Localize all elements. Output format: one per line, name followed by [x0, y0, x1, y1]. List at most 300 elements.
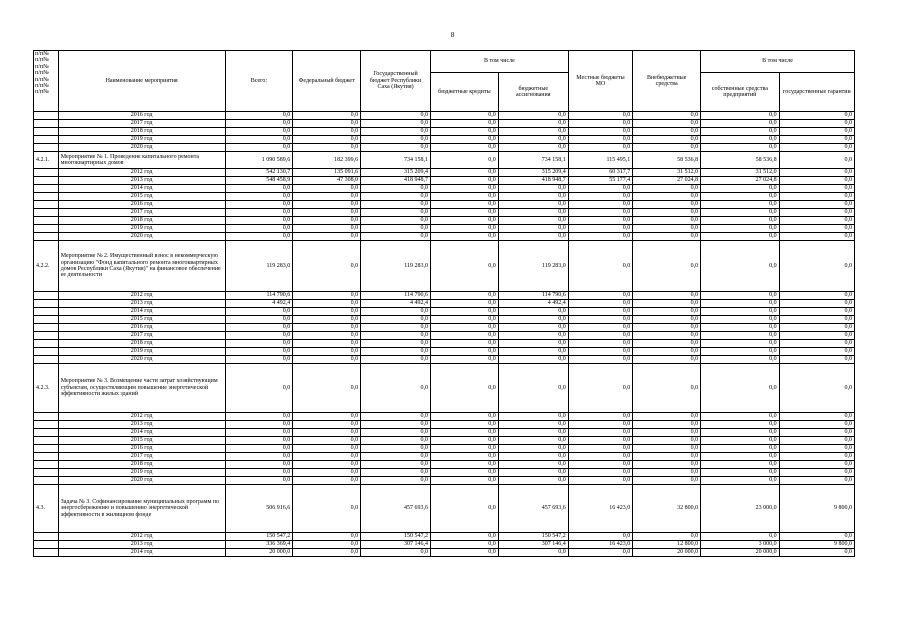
- guarantees-cell: 0,0: [779, 185, 854, 193]
- assignments-cell: 0,0: [498, 128, 568, 136]
- total-cell: 0,0: [225, 201, 293, 209]
- year-row: [34, 533, 855, 541]
- republic-cell: 0,0: [361, 453, 431, 461]
- assignments-cell: 0,0: [498, 461, 568, 469]
- year-cell: 2017 год: [58, 120, 225, 128]
- federal-cell: 135 091,6: [293, 169, 361, 177]
- federal-cell: 0,0: [293, 217, 361, 225]
- offbudget-cell: 0,0: [633, 324, 701, 332]
- local-cell: 0,0: [568, 128, 633, 136]
- own-funds-cell: 0,0: [701, 429, 780, 437]
- guarantees-cell: 0,0: [779, 233, 854, 241]
- assignments-cell: 0,0: [498, 308, 568, 316]
- total-cell: 0,0: [225, 136, 293, 144]
- assignments-cell: 0,0: [498, 549, 568, 557]
- item-code-cell: [34, 469, 59, 477]
- year-cell: 2015 год: [58, 316, 225, 324]
- item-code-cell: [34, 136, 59, 144]
- federal-cell: 0,0: [293, 136, 361, 144]
- year-row: [34, 193, 855, 201]
- federal-cell: 0,0: [293, 445, 361, 453]
- year-row: [34, 453, 855, 461]
- credits-cell: 0,0: [431, 185, 499, 193]
- credits-cell: 0,0: [431, 120, 499, 128]
- item-row: [34, 364, 855, 413]
- federal-cell: 0,0: [293, 308, 361, 316]
- own-funds-cell: 0,0: [701, 469, 780, 477]
- own-funds-cell: 27 024,8: [701, 177, 780, 185]
- item-name-cell: Мероприятие № 1. Проведение капитального ремонта многоквартирных домов: [58, 152, 225, 169]
- republic-cell: 418 948,7: [361, 177, 431, 185]
- year-row: [34, 144, 855, 152]
- year-cell: 2020 год: [58, 356, 225, 364]
- item-code-cell: 4.2.3.: [34, 364, 59, 413]
- republic-cell: 0,0: [361, 209, 431, 217]
- guarantees-cell: 0,0: [779, 332, 854, 340]
- assignments-cell: 0,0: [498, 217, 568, 225]
- year-row: [34, 233, 855, 241]
- local-cell: 16 423,0: [568, 541, 633, 549]
- republic-cell: 315 209,4: [361, 169, 431, 177]
- total-cell: 0,0: [225, 185, 293, 193]
- federal-cell: 0,0: [293, 485, 361, 533]
- guarantees-cell: 0,0: [779, 225, 854, 233]
- credits-cell: 0,0: [431, 300, 499, 308]
- federal-cell: 0,0: [293, 356, 361, 364]
- offbudget-cell: 0,0: [633, 340, 701, 348]
- credits-cell: 0,0: [431, 453, 499, 461]
- total-cell: 0,0: [225, 356, 293, 364]
- year-row: [34, 445, 855, 453]
- offbudget-cell: 0,0: [633, 453, 701, 461]
- year-cell: 2019 год: [58, 348, 225, 356]
- item-code-cell: 4.3.: [34, 485, 59, 533]
- offbudget-cell: 0,0: [633, 348, 701, 356]
- year-cell: 2019 год: [58, 469, 225, 477]
- assignments-cell: 114 790,6: [498, 292, 568, 300]
- item-code-cell: [34, 201, 59, 209]
- table-body: [34, 112, 855, 557]
- republic-cell: 0,0: [361, 437, 431, 445]
- federal-cell: 0,0: [293, 120, 361, 128]
- credits-cell: 0,0: [431, 112, 499, 120]
- total-cell: 0,0: [225, 413, 293, 421]
- total-cell: 0,0: [225, 421, 293, 429]
- item-code-cell: [34, 169, 59, 177]
- header-republic: Государственный бюджет Республики Саха (Якутия): [361, 51, 431, 112]
- total-cell: 0,0: [225, 461, 293, 469]
- item-code-cell: [34, 120, 59, 128]
- guarantees-cell: 0,0: [779, 152, 854, 169]
- guarantees-cell: 0,0: [779, 169, 854, 177]
- local-cell: 0,0: [568, 324, 633, 332]
- offbudget-cell: 0,0: [633, 469, 701, 477]
- item-code-cell: [34, 461, 59, 469]
- year-cell: 2012 год: [58, 169, 225, 177]
- credits-cell: 0,0: [431, 292, 499, 300]
- own-funds-cell: 0,0: [701, 225, 780, 233]
- total-cell: 506 916,6: [225, 485, 293, 533]
- year-row: [34, 217, 855, 225]
- year-cell: 2012 год: [58, 292, 225, 300]
- year-cell: 2018 год: [58, 461, 225, 469]
- total-cell: 0,0: [225, 437, 293, 445]
- item-code-cell: 4.2.1.: [34, 152, 59, 169]
- offbudget-cell: 20 000,0: [633, 549, 701, 557]
- local-cell: 0,0: [568, 316, 633, 324]
- item-code-cell: [34, 477, 59, 485]
- total-cell: 0,0: [225, 217, 293, 225]
- own-funds-cell: 0,0: [701, 332, 780, 340]
- offbudget-cell: 31 512,0: [633, 169, 701, 177]
- own-funds-cell: 0,0: [701, 477, 780, 485]
- local-cell: 0,0: [568, 300, 633, 308]
- total-cell: 0,0: [225, 209, 293, 217]
- year-row: [34, 340, 855, 348]
- own-funds-cell: 58 536,8: [701, 152, 780, 169]
- year-cell: 2012 год: [58, 413, 225, 421]
- own-funds-cell: 0,0: [701, 308, 780, 316]
- credits-cell: 0,0: [431, 169, 499, 177]
- guarantees-cell: 0,0: [779, 453, 854, 461]
- own-funds-cell: 0,0: [701, 316, 780, 324]
- local-cell: 55 177,4: [568, 177, 633, 185]
- federal-cell: 47 308,0: [293, 177, 361, 185]
- own-funds-cell: 0,0: [701, 193, 780, 201]
- year-row: [34, 128, 855, 136]
- local-cell: 0,0: [568, 429, 633, 437]
- republic-cell: 0,0: [361, 316, 431, 324]
- item-row: [34, 152, 855, 169]
- offbudget-cell: 0,0: [633, 316, 701, 324]
- offbudget-cell: 0,0: [633, 144, 701, 152]
- year-row: [34, 300, 855, 308]
- offbudget-cell: 0,0: [633, 201, 701, 209]
- credits-cell: 0,0: [431, 152, 499, 169]
- guarantees-cell: 0,0: [779, 201, 854, 209]
- assignments-cell: 0,0: [498, 324, 568, 332]
- guarantees-cell: 0,0: [779, 217, 854, 225]
- offbudget-cell: 0,0: [633, 421, 701, 429]
- federal-cell: 0,0: [293, 324, 361, 332]
- assignments-cell: 457 693,6: [498, 485, 568, 533]
- federal-cell: 0,0: [293, 144, 361, 152]
- header-row-number: п/п№ п/п№ п/п№ п/п№ п/п№ п/п№ п/п№: [34, 51, 59, 112]
- own-funds-cell: 0,0: [701, 217, 780, 225]
- federal-cell: 0,0: [293, 233, 361, 241]
- assignments-cell: 0,0: [498, 340, 568, 348]
- assignments-cell: 0,0: [498, 348, 568, 356]
- credits-cell: 0,0: [431, 241, 499, 292]
- local-cell: 0,0: [568, 340, 633, 348]
- republic-cell: 0,0: [361, 225, 431, 233]
- guarantees-cell: 0,0: [779, 112, 854, 120]
- guarantees-cell: 0,0: [779, 128, 854, 136]
- item-code-cell: [34, 225, 59, 233]
- year-cell: 2018 год: [58, 217, 225, 225]
- federal-cell: 0,0: [293, 469, 361, 477]
- local-cell: 0,0: [568, 332, 633, 340]
- guarantees-cell: 0,0: [779, 413, 854, 421]
- item-name-cell: Задача № 3. Софинансирование муниципальных программ по энергосбережению и повышению энергетической эффективности в жилищном фонде: [58, 485, 225, 533]
- credits-cell: 0,0: [431, 356, 499, 364]
- total-cell: 1 090 589,6: [225, 152, 293, 169]
- assignments-cell: 0,0: [498, 201, 568, 209]
- year-cell: 2020 год: [58, 144, 225, 152]
- year-row: [34, 120, 855, 128]
- guarantees-cell: 0,0: [779, 308, 854, 316]
- header-name: Наименование мероприятия: [58, 51, 225, 112]
- guarantees-cell: 0,0: [779, 177, 854, 185]
- local-cell: 0,0: [568, 144, 633, 152]
- credits-cell: 0,0: [431, 136, 499, 144]
- year-row: [34, 469, 855, 477]
- own-funds-cell: 3 000,0: [701, 541, 780, 549]
- republic-cell: 0,0: [361, 340, 431, 348]
- guarantees-cell: 0,0: [779, 193, 854, 201]
- total-cell: 0,0: [225, 120, 293, 128]
- guarantees-cell: 0,0: [779, 549, 854, 557]
- offbudget-cell: 0,0: [633, 241, 701, 292]
- republic-cell: 0,0: [361, 201, 431, 209]
- local-cell: 0,0: [568, 112, 633, 120]
- own-funds-cell: 0,0: [701, 136, 780, 144]
- federal-cell: 0,0: [293, 541, 361, 549]
- offbudget-cell: 0,0: [633, 332, 701, 340]
- credits-cell: 0,0: [431, 193, 499, 201]
- local-cell: 60 317,7: [568, 169, 633, 177]
- item-name-cell: Мероприятие № 3. Возмещение части затрат хозяйствующим субъектам, осуществляющим повышение энергетической эффективности жилых зданий: [58, 364, 225, 413]
- credits-cell: 0,0: [431, 332, 499, 340]
- credits-cell: 0,0: [431, 316, 499, 324]
- offbudget-cell: 0,0: [633, 225, 701, 233]
- guarantees-cell: 0,0: [779, 445, 854, 453]
- federal-cell: 0,0: [293, 453, 361, 461]
- credits-cell: 0,0: [431, 209, 499, 217]
- item-name-cell: Мероприятие № 2. Имущественный взнос в некоммерческую организацию "Фонд капитального ремонта многоквартирных домов Республики Саха (Якутия)" на финансовое обеспечение ее деятельности: [58, 241, 225, 292]
- credits-cell: 0,0: [431, 533, 499, 541]
- item-code-cell: [34, 308, 59, 316]
- year-row: [34, 185, 855, 193]
- item-code-cell: [34, 332, 59, 340]
- republic-cell: 0,0: [361, 324, 431, 332]
- assignments-cell: 0,0: [498, 421, 568, 429]
- credits-cell: 0,0: [431, 217, 499, 225]
- credits-cell: 0,0: [431, 308, 499, 316]
- own-funds-cell: 0,0: [701, 201, 780, 209]
- header-budget-assignments: бюджетные ассигнования: [498, 73, 568, 112]
- offbudget-cell: 0,0: [633, 209, 701, 217]
- republic-cell: 0,0: [361, 112, 431, 120]
- credits-cell: 0,0: [431, 128, 499, 136]
- local-cell: 0,0: [568, 241, 633, 292]
- federal-cell: 0,0: [293, 364, 361, 413]
- assignments-cell: 0,0: [498, 429, 568, 437]
- assignments-cell: 0,0: [498, 437, 568, 445]
- total-cell: 0,0: [225, 128, 293, 136]
- republic-cell: 734 158,1: [361, 152, 431, 169]
- own-funds-cell: 31 512,0: [701, 169, 780, 177]
- local-cell: 0,0: [568, 201, 633, 209]
- federal-cell: 0,0: [293, 193, 361, 201]
- assignments-cell: 0,0: [498, 356, 568, 364]
- credits-cell: 0,0: [431, 549, 499, 557]
- republic-cell: 0,0: [361, 128, 431, 136]
- republic-cell: 0,0: [361, 136, 431, 144]
- local-cell: 0,0: [568, 421, 633, 429]
- offbudget-cell: 32 800,0: [633, 485, 701, 533]
- federal-cell: 0,0: [293, 477, 361, 485]
- guarantees-cell: 0,0: [779, 356, 854, 364]
- assignments-cell: 307 146,4: [498, 541, 568, 549]
- year-row: [34, 225, 855, 233]
- local-cell: 0,0: [568, 217, 633, 225]
- item-code-cell: [34, 209, 59, 217]
- assignments-cell: 0,0: [498, 316, 568, 324]
- own-funds-cell: 0,0: [701, 120, 780, 128]
- republic-cell: 119 283,0: [361, 241, 431, 292]
- year-cell: 2014 год: [58, 429, 225, 437]
- year-cell: 2013 год: [58, 421, 225, 429]
- item-code-cell: 4.2.2.: [34, 241, 59, 292]
- year-row: [34, 292, 855, 300]
- assignments-cell: 0,0: [498, 193, 568, 201]
- total-cell: 542 130,7: [225, 169, 293, 177]
- federal-cell: 0,0: [293, 241, 361, 292]
- year-row: [34, 316, 855, 324]
- guarantees-cell: 0,0: [779, 300, 854, 308]
- republic-cell: 0,0: [361, 144, 431, 152]
- republic-cell: 0,0: [361, 469, 431, 477]
- republic-cell: 457 693,6: [361, 485, 431, 533]
- year-cell: 2013 год: [58, 300, 225, 308]
- guarantees-cell: 0,0: [779, 348, 854, 356]
- federal-cell: 0,0: [293, 225, 361, 233]
- header-budget-credits: бюджетные кредиты: [431, 73, 499, 112]
- assignments-cell: 150 547,2: [498, 533, 568, 541]
- year-row: [34, 356, 855, 364]
- total-cell: 114 790,6: [225, 292, 293, 300]
- total-cell: 0,0: [225, 193, 293, 201]
- year-row: [34, 169, 855, 177]
- local-cell: 0,0: [568, 461, 633, 469]
- republic-cell: 0,0: [361, 445, 431, 453]
- year-row: [34, 332, 855, 340]
- year-row: [34, 437, 855, 445]
- guarantees-cell: 0,0: [779, 324, 854, 332]
- page-number: 8: [450, 31, 455, 39]
- assignments-cell: 4 492,4: [498, 300, 568, 308]
- assignments-cell: 119 283,0: [498, 241, 568, 292]
- item-code-cell: [34, 445, 59, 453]
- federal-cell: 0,0: [293, 421, 361, 429]
- item-code-cell: [34, 185, 59, 193]
- local-cell: 115 495,1: [568, 152, 633, 169]
- own-funds-cell: 0,0: [701, 364, 780, 413]
- republic-cell: 0,0: [361, 356, 431, 364]
- offbudget-cell: 0,0: [633, 477, 701, 485]
- item-code-cell: [34, 356, 59, 364]
- own-funds-cell: 0,0: [701, 112, 780, 120]
- item-code-cell: [34, 340, 59, 348]
- republic-cell: 0,0: [361, 185, 431, 193]
- year-row: [34, 177, 855, 185]
- federal-cell: 0,0: [293, 340, 361, 348]
- credits-cell: 0,0: [431, 429, 499, 437]
- republic-cell: 0,0: [361, 193, 431, 201]
- federal-cell: 182 399,6: [293, 152, 361, 169]
- item-code-cell: [34, 292, 59, 300]
- year-row: [34, 541, 855, 549]
- year-row: [34, 324, 855, 332]
- year-cell: 2016 год: [58, 112, 225, 120]
- own-funds-cell: 0,0: [701, 233, 780, 241]
- year-cell: 2015 год: [58, 193, 225, 201]
- item-code-cell: [34, 549, 59, 557]
- total-cell: 0,0: [225, 233, 293, 241]
- year-cell: 2012 год: [58, 533, 225, 541]
- year-row: [34, 201, 855, 209]
- total-cell: 4 492,4: [225, 300, 293, 308]
- credits-cell: 0,0: [431, 225, 499, 233]
- item-row: [34, 485, 855, 533]
- local-cell: 0,0: [568, 193, 633, 201]
- year-cell: 2016 год: [58, 445, 225, 453]
- assignments-cell: 0,0: [498, 413, 568, 421]
- local-cell: 0,0: [568, 185, 633, 193]
- credits-cell: 0,0: [431, 485, 499, 533]
- offbudget-cell: 0,0: [633, 437, 701, 445]
- total-cell: 0,0: [225, 112, 293, 120]
- total-cell: 119 283,0: [225, 241, 293, 292]
- assignments-cell: 0,0: [498, 120, 568, 128]
- republic-cell: 0,0: [361, 233, 431, 241]
- item-code-cell: [34, 348, 59, 356]
- local-cell: 0,0: [568, 308, 633, 316]
- guarantees-cell: 0,0: [779, 437, 854, 445]
- local-cell: 0,0: [568, 364, 633, 413]
- header-including-2: В том числе: [701, 51, 855, 73]
- guarantees-cell: 0,0: [779, 477, 854, 485]
- total-cell: 0,0: [225, 469, 293, 477]
- total-cell: 0,0: [225, 348, 293, 356]
- federal-cell: 0,0: [293, 413, 361, 421]
- guarantees-cell: 9 800,0: [779, 541, 854, 549]
- own-funds-cell: 0,0: [701, 144, 780, 152]
- guarantees-cell: 0,0: [779, 316, 854, 324]
- year-row: [34, 421, 855, 429]
- item-code-cell: [34, 429, 59, 437]
- offbudget-cell: 0,0: [633, 364, 701, 413]
- own-funds-cell: 0,0: [701, 324, 780, 332]
- total-cell: 548 458,9: [225, 177, 293, 185]
- own-funds-cell: 20 000,0: [701, 549, 780, 557]
- local-cell: 0,0: [568, 469, 633, 477]
- federal-cell: 0,0: [293, 128, 361, 136]
- own-funds-cell: 0,0: [701, 348, 780, 356]
- assignments-cell: 0,0: [498, 332, 568, 340]
- year-cell: 2016 год: [58, 201, 225, 209]
- year-cell: 2019 год: [58, 225, 225, 233]
- guarantees-cell: 0,0: [779, 120, 854, 128]
- own-funds-cell: 0,0: [701, 241, 780, 292]
- total-cell: 0,0: [225, 308, 293, 316]
- header-offbudget: Внебюджетные средства: [633, 51, 701, 112]
- offbudget-cell: 12 800,0: [633, 541, 701, 549]
- year-row: [34, 413, 855, 421]
- local-cell: 0,0: [568, 477, 633, 485]
- guarantees-cell: 0,0: [779, 364, 854, 413]
